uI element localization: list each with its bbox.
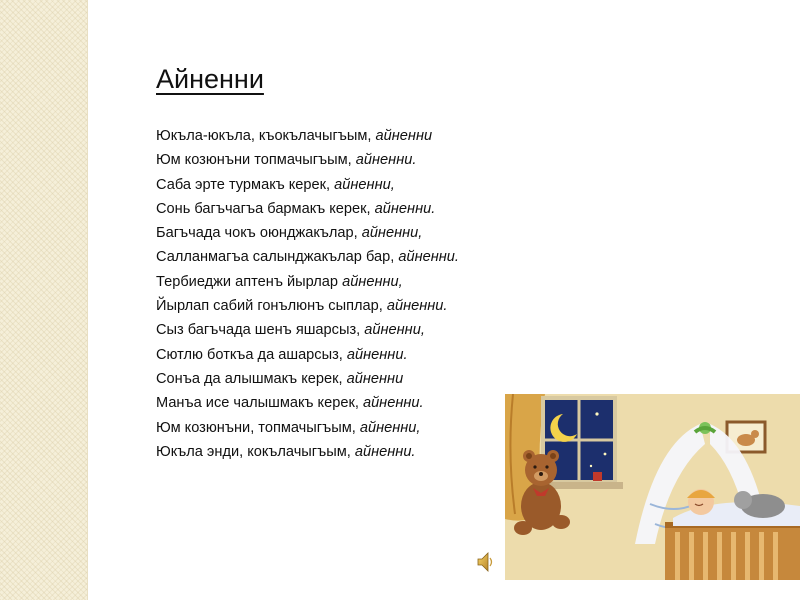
poem-refrain: айненни xyxy=(346,370,404,387)
poem-line xyxy=(156,221,459,245)
poem-text xyxy=(156,124,459,464)
poem-line xyxy=(156,343,459,367)
poem-refrain: айненни. xyxy=(374,200,436,217)
poem-line xyxy=(156,173,459,197)
poem-line xyxy=(156,124,459,148)
poem-line xyxy=(156,440,459,464)
poem-line-text: Йырлап сабий гонълюнъ сыплар, xyxy=(156,298,387,315)
poem-line xyxy=(156,294,459,318)
poem-refrain: айненни, xyxy=(359,419,421,436)
poem-line xyxy=(156,197,459,221)
poem-refrain: айненни xyxy=(375,128,433,144)
poem-line xyxy=(156,416,459,440)
poem-refrain: айненни, xyxy=(342,273,403,290)
poem-refrain: айненни. xyxy=(355,152,417,169)
poem-line xyxy=(156,318,459,342)
bedtime-nursery-illustration xyxy=(505,394,800,580)
poem-line-text: Сютлю боткъа да ашарсыз, xyxy=(156,346,347,363)
poem-refrain: айненни, xyxy=(361,225,423,242)
poem-line-text: Юм козюнъни топмачыгъым, xyxy=(156,152,356,169)
page-title: Айненни xyxy=(156,64,264,94)
poem-line-text: Багъчада чокъ оюнджакълар, xyxy=(156,225,362,242)
poem-line-text: Салланмагъа салынджакълар бар, xyxy=(156,249,399,266)
poem-refrain: айненни, xyxy=(364,322,425,339)
poem-line-text: Тербиеджи аптенъ йырлар xyxy=(156,273,343,290)
poem-line-text: Юм козюнъни, топмачыгъым, xyxy=(156,419,360,436)
poem-refrain: айненни. xyxy=(386,298,448,315)
speaker-icon[interactable] xyxy=(476,550,496,574)
poem-line-text: Саба эрте турмакъ керек, xyxy=(156,176,335,193)
poem-line-text: Сонъа да алышмакъ керек, xyxy=(156,370,347,387)
poem-line-text: Манъа исе чалышмакъ керек, xyxy=(156,395,363,412)
poem-line xyxy=(156,148,459,172)
poem-refrain: айненни. xyxy=(362,395,424,412)
poem-line-text: Юкъла-юкъла, къокълачыгъым, xyxy=(156,128,376,144)
poem-line-text: Сыз багъчада шенъ яшарсыз, xyxy=(156,322,365,339)
poem-line xyxy=(156,245,459,269)
poem-line-text: Юкъла энди, кокълачыгъым, xyxy=(156,443,355,460)
decorative-side-band xyxy=(0,0,88,600)
poem-refrain: айненни. xyxy=(354,443,416,460)
poem-refrain: айненни. xyxy=(346,346,408,363)
poem-line-text: Сонь багъчагъа бармакъ керек, xyxy=(156,200,375,217)
poem-refrain: айненни, xyxy=(334,176,395,193)
poem-line xyxy=(156,270,459,294)
poem-line xyxy=(156,391,459,415)
poem-line xyxy=(156,367,459,391)
poem-refrain: айненни. xyxy=(398,249,459,266)
